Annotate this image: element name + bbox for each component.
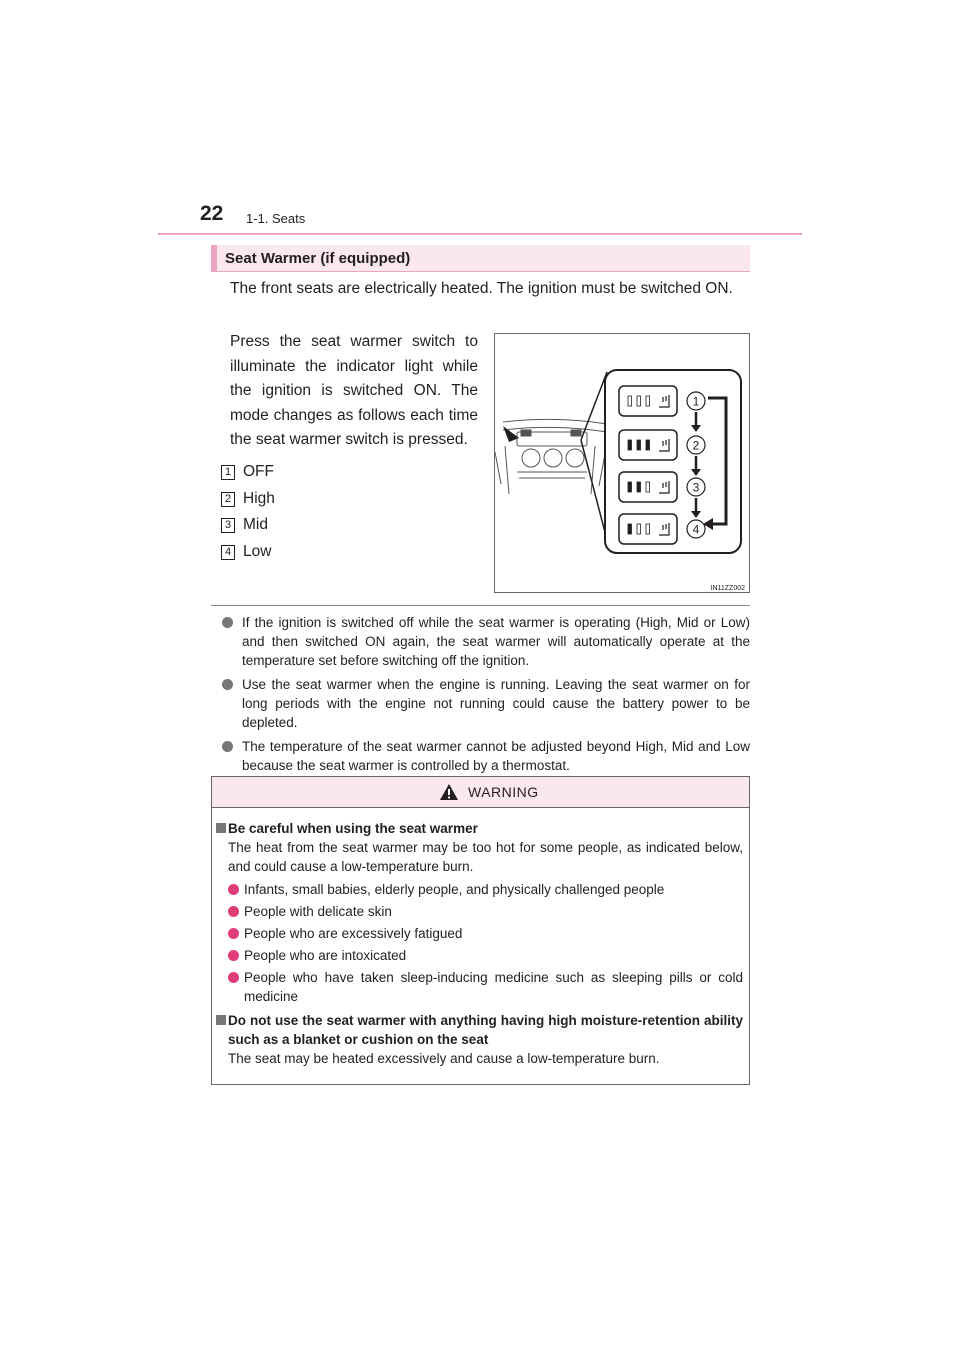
warning-heading: Do not use the seat warmer with anything having high moisture-retention ability such as a blanket or cushion on the seat <box>216 1011 743 1049</box>
warning-label: WARNING <box>468 784 539 800</box>
mode-number: 1 <box>221 465 235 480</box>
note-text: The temperature of the seat warmer cannot be adjusted beyond High, Mid and Low because the seat warmer is controlled by a thermostat. <box>242 739 750 773</box>
callout-number: 4 <box>692 522 700 537</box>
note-item <box>222 675 750 732</box>
warning-paragraph: The heat from the seat warmer may be too hot for some people, as indicated below, and could cause a low-temperature burn. <box>228 840 743 874</box>
mode-label: Low <box>243 543 272 560</box>
seat-warmer-switch <box>619 386 677 416</box>
bullet-icon <box>228 950 239 961</box>
page-number: 22 <box>200 202 224 225</box>
bullet-icon <box>222 617 233 628</box>
notes-list <box>222 613 750 780</box>
callout-number: 3 <box>692 480 700 495</box>
mode-number: 4 <box>221 545 235 560</box>
title-accent <box>211 245 217 272</box>
bullet-icon <box>222 679 233 690</box>
note-text: Use the seat warmer when the engine is running. Leaving the seat warmer on for long periods with the engine not running could cause the battery power to be depleted. <box>242 677 750 730</box>
warning-box <box>211 776 750 1085</box>
figure-code: IN11ZZ002 <box>710 585 745 592</box>
callout-4 <box>687 520 705 538</box>
bullet-icon <box>228 928 239 939</box>
mode-label: Mid <box>243 516 268 533</box>
intro-paragraph: The front seats are electrically heated. The ignition must be switched ON. <box>230 280 733 297</box>
callout-number: 1 <box>692 394 700 409</box>
section-title: 1-1. Seats <box>246 211 306 226</box>
warning-paragraph: The seat may be heated excessively and cause a low-temperature burn. <box>228 1051 660 1066</box>
callout-number: 2 <box>692 438 700 453</box>
seat-warmer-switch <box>619 430 677 460</box>
warning-list-item: People who have taken sleep-inducing medicine such as sleeping pills or cold medicine <box>216 968 743 1006</box>
dashboard-drawing <box>495 419 607 494</box>
bullet-icon <box>222 741 233 752</box>
warning-triangle-icon <box>439 783 459 801</box>
warning-list-item: People who are intoxicated <box>216 946 743 965</box>
warning-list-item: People with delicate skin <box>216 902 743 921</box>
title-bar <box>211 245 750 272</box>
section-heading: Seat Warmer (if equipped) <box>225 250 411 267</box>
mode-number: 3 <box>221 518 235 533</box>
warning-list-item: Infants, small babies, elderly people, and physically challenged people <box>216 880 743 899</box>
instruction-paragraph: Press the seat warmer switch to illuminate the indicator light while the ignition is switched ON. The mode changes as follows each time the seat warmer switch is pressed. <box>230 333 478 448</box>
notes-rule <box>211 605 750 606</box>
warning-list-item: People who are excessively fatigued <box>216 924 743 943</box>
warning-heading: Be careful when using the seat warmer <box>216 819 743 838</box>
mode-label: High <box>243 490 275 507</box>
bullet-icon <box>228 906 239 917</box>
note-item <box>222 737 750 775</box>
note-item <box>222 613 750 670</box>
header-rule <box>158 233 802 235</box>
square-bullet-icon <box>216 823 226 833</box>
bullet-icon <box>228 884 239 895</box>
seat-warmer-diagram <box>495 334 751 594</box>
square-bullet-icon <box>216 1015 226 1025</box>
mode-number: 2 <box>221 492 235 507</box>
seat-warmer-switch <box>619 514 677 544</box>
seat-warmer-illustration <box>494 333 750 593</box>
warning-body <box>216 819 743 1072</box>
mode-label: OFF <box>243 463 274 480</box>
note-text: If the ignition is switched off while the seat warmer is operating (High, Mid or Low) and then switched ON again, the seat warmer will automatically operate at the temperature set before switching off the ignition. <box>242 615 750 668</box>
bullet-icon <box>228 972 239 983</box>
warning-header <box>212 777 749 808</box>
seat-warmer-switch <box>619 472 677 502</box>
